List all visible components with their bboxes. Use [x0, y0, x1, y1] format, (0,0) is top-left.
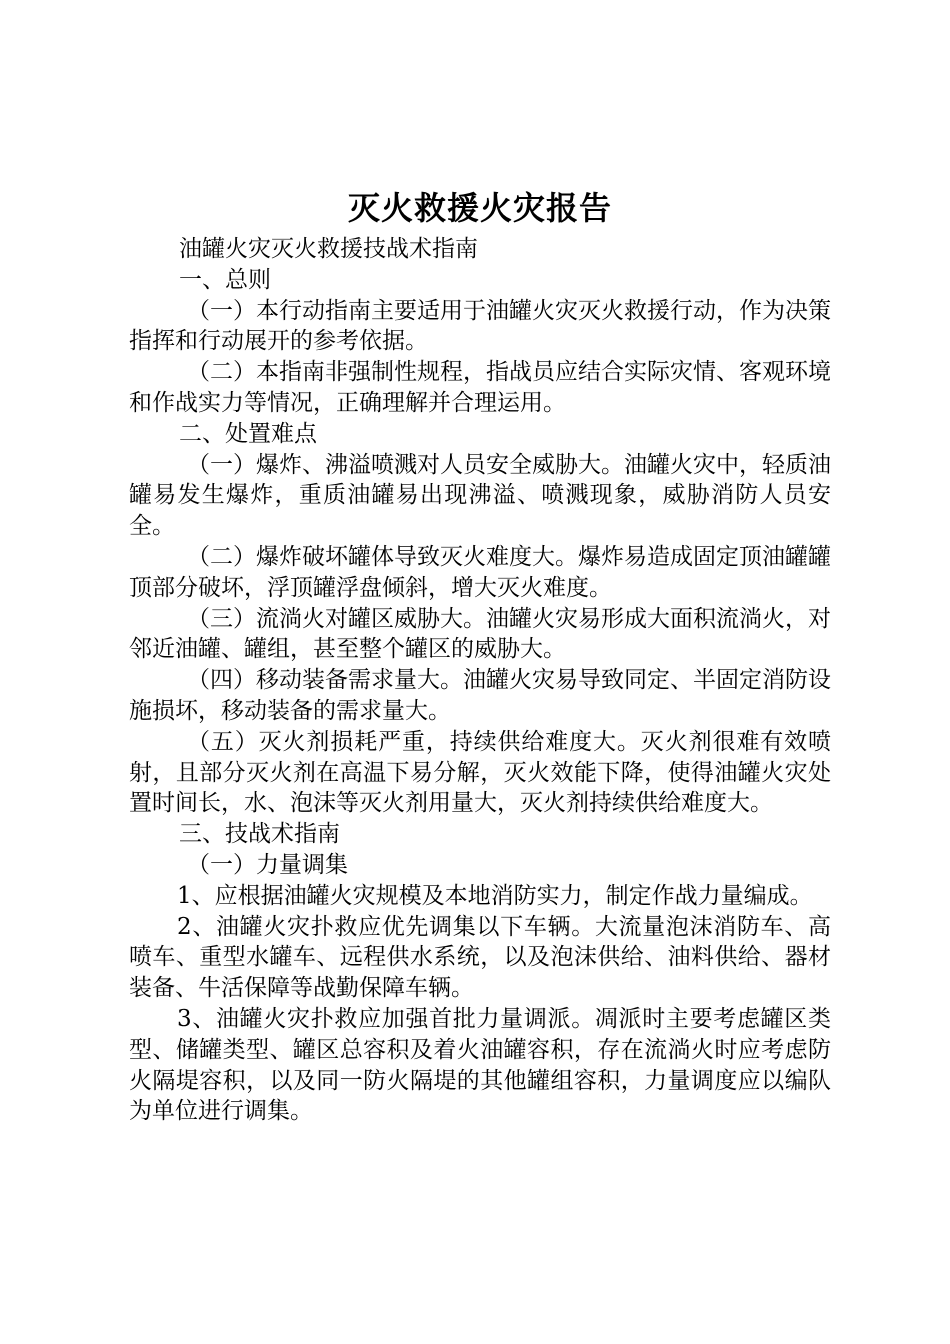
paragraph: （四）移动装备需求量大。油罐火灾易导致同定、半固定消防设施损坏，移动装备的需求量大。 [129, 667, 831, 724]
numbered-paragraph: 2、油罐火灾扑救应优先调集以下车辆。大流量泡沫消防车、高喷车、重型水罐车、远程供水系统，以及泡沫供给、油料供给、器材装备、牛活保障等战勤保障车辆。 [129, 913, 831, 1002]
subtitle-paragraph: 油罐火灾灭火救援技战术指南 [179, 236, 478, 262]
paragraph: （二）爆炸破坏罐体导致灭火难度大。爆炸易造成固定顶油罐罐顶部分破坏，浮顶罐浮盘倾斜，增大灭火难度。 [129, 543, 831, 601]
paragraph: （一）本行动指南主要适用于油罐火灾灭火救援行动，作为决策指挥和行动展开的参考依据。 [129, 297, 831, 355]
section-heading-tactics: 三、技战术指南 [179, 821, 340, 848]
paragraph: （五）灭火剂损耗严重，持续供给难度大。灭火剂很难有效喷射，且部分灭火剂在高温下易分解，灭火效能下降，使得油罐火灾处置时间长，水、泡沫等灭火剂用量大，灭火剂持续供给难度大。 [129, 728, 831, 817]
paragraph: （三）流淌火对罐区威胁大。油罐火灾易形成大面积流淌火，对邻近油罐、罐组，甚至整个罐区的威胁大。 [129, 605, 831, 663]
numbered-paragraph: 1、应根据油罐火灾规模及本地消防实力，制定作战力量编成。 [177, 882, 813, 909]
document-body [129, 234, 831, 1127]
document-title: 灭火救援火灾报告 [347, 189, 612, 227]
section-heading-general: 一、总则 [179, 266, 271, 293]
section-heading-difficulties: 二、处置难点 [179, 420, 317, 447]
numbered-paragraph: 3、油罐火灾扑救应加强首批力量调派。凋派时主要考虑罐区类型、储罐类型、罐区总容积及着火油罐容积，存在流淌火时应考虑防火隔堤容积，以及同一防火隔堤的其他罐组容积，力量调度应以编队为单位进行调集。 [129, 1005, 831, 1125]
paragraph: （一）爆炸、沸溢喷溅对人员安全威胁大。油罐火灾中，轻质油罐易发生爆炸，重质油罐易出现沸溢、喷溅现象，威胁消防人员安全。 [129, 451, 831, 540]
paragraph: （二）本指南非强制性规程，指战员应结合实际灾情、客观环境和作战实力等情况，正确理解并合理运用。 [129, 359, 831, 416]
subsection-heading-force: （一）力量调集 [187, 851, 348, 878]
